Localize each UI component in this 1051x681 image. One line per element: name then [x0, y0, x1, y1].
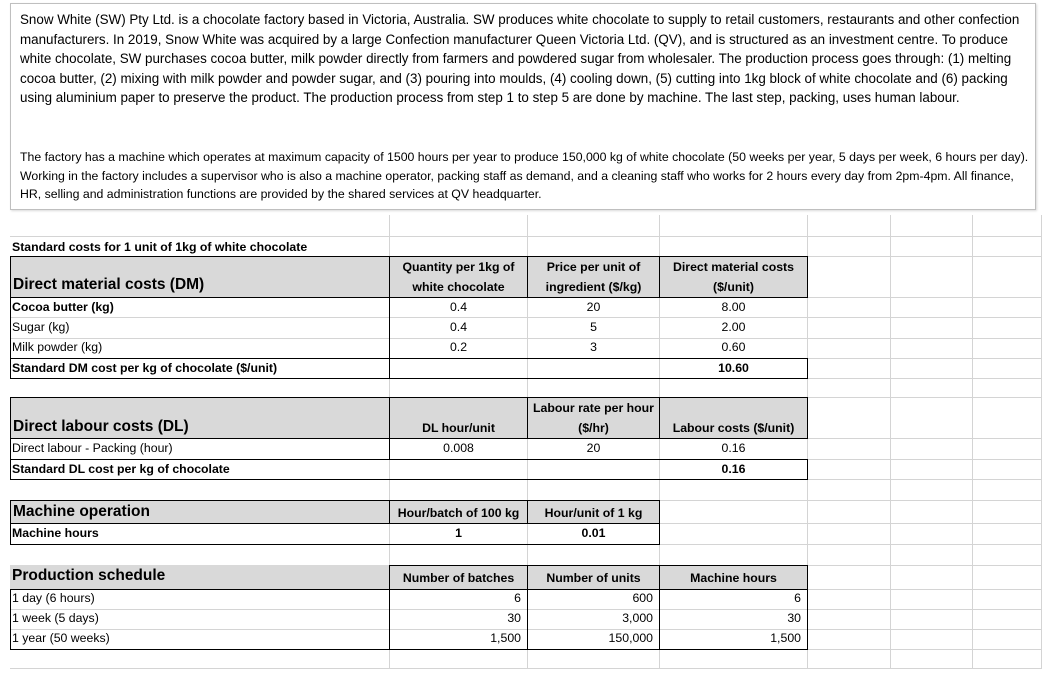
schedule-row-hours[interactable]: 1,500	[770, 631, 801, 645]
schedule-row-units[interactable]: 3,000	[622, 611, 653, 625]
machine-header-batch: Hour/batch of 100 kg	[397, 506, 520, 520]
dm-row-qty[interactable]: 0.4	[449, 320, 468, 334]
schedule-row-units[interactable]: 600	[632, 591, 653, 605]
dl-total-value[interactable]: 0.16	[721, 462, 746, 476]
dl-total-label[interactable]: Standard DL cost per kg of chocolate	[12, 462, 230, 476]
dl-header-cost: Labour costs ($/unit)	[672, 421, 795, 435]
dm-title-cell[interactable]	[10, 256, 390, 298]
machine-title-cell[interactable]	[10, 500, 390, 524]
dm-row-qty[interactable]: 0.4	[449, 300, 468, 314]
dm-row-label[interactable]: Milk powder (kg)	[12, 340, 103, 354]
dm-row-price[interactable]: 20	[586, 300, 601, 314]
machine-title: Machine operation	[13, 503, 150, 520]
schedule-title: Production schedule	[12, 567, 166, 584]
dm-header-cost[interactable]: Direct material costs ($/unit)	[659, 256, 808, 298]
dm-total-label[interactable]: Standard DM cost per kg of chocolate ($/unit)	[12, 361, 278, 375]
dl-header-hours: DL hour/unit	[422, 421, 495, 435]
schedule-row-label[interactable]: 1 year (50 weeks)	[12, 631, 110, 645]
dm-row-cost[interactable]: 2.00	[721, 320, 746, 334]
standard-costs-title: Standard costs for 1 unit of 1kg of white chocolate	[12, 240, 308, 254]
dl-header-rate[interactable]: Labour rate per hour ($/hr)	[527, 397, 660, 439]
schedule-header-hours-cell[interactable]	[659, 565, 808, 590]
dl-row-cost[interactable]: 0.16	[721, 441, 746, 455]
dm-row-qty[interactable]: 0.2	[449, 340, 468, 354]
schedule-row-hours[interactable]: 30	[787, 611, 801, 625]
schedule-row-batches[interactable]: 1,500	[490, 631, 521, 645]
machine-hours-per-batch[interactable]: 1	[455, 526, 462, 540]
dl-header-cost-cell[interactable]	[659, 397, 808, 439]
schedule-row-hours[interactable]: 6	[794, 591, 801, 605]
dm-row-cost[interactable]: 8.00	[721, 300, 746, 314]
machine-header-batch-cell[interactable]	[389, 500, 528, 524]
schedule-header-units-cell[interactable]	[527, 565, 660, 590]
intro-paragraph-2: The factory has a machine which operates at maximum capacity of 1500 hours per year to produce 150,000 kg of white chocolate (50 weeks per year, 5 days per week, 6 hours per day). Working in the factory includes a supervisor who is also a machine operator, packing staff as demand, and a cleaning staff who works for 2 hours every day from 2pm-4pm. All finance, HR, selling and administration functions are provided by the shared services at QV headquarter.	[20, 150, 1029, 202]
dl-title-cell[interactable]	[10, 397, 390, 439]
schedule-title-cell[interactable]	[10, 565, 390, 590]
dm-total-value[interactable]: 10.60	[718, 361, 749, 375]
schedule-row-batches[interactable]: 30	[507, 611, 521, 625]
dl-row-label[interactable]: Direct labour - Packing (hour)	[12, 441, 173, 455]
schedule-header-batches-cell[interactable]	[389, 565, 528, 590]
dm-header-quantity[interactable]: Quantity per 1kg of white chocolate	[389, 256, 528, 298]
machine-header-unit: Hour/unit of 1 kg	[544, 506, 643, 520]
machine-row-label[interactable]: Machine hours	[12, 526, 99, 540]
intro-paragraph-1: Snow White (SW) Pty Ltd. is a chocolate factory based in Victoria, Australia. SW produces white chocolate to supply to retail customers, restaurants and other confection manufacturers. In 2019, Snow White was acquired by a large Confection manufacturer Queen Victoria Ltd. (QV), and is structured as an investment centre. To produce white chocolate, SW purchases cocoa butter, milk powder directly from farmers and powdered sugar from wholesaler. The production process goes through: (1) melting cocoa butter, (2) mixing with milk powder and powder sugar, and (3) pouring into moulds, (4) cooling down, (5) cutting into 1kg block of white chocolate and (6) packing using aluminium paper to preserve the product. The production process from step 1 to step 5 are done by machine. The last step, packing, uses human labour.	[20, 12, 1020, 106]
schedule-row-units[interactable]: 150,000	[608, 631, 653, 645]
schedule-row-label[interactable]: 1 day (6 hours)	[12, 591, 95, 605]
dl-row-rate[interactable]: 20	[586, 441, 601, 455]
machine-header-unit-cell[interactable]	[527, 500, 660, 524]
dl-header-hours-cell[interactable]	[389, 397, 528, 439]
intro-text-box	[10, 3, 1036, 210]
dl-row-hours[interactable]: 0.008	[443, 441, 474, 455]
dm-row-price[interactable]: 5	[590, 320, 597, 334]
schedule-row-label[interactable]: 1 week (5 days)	[12, 611, 99, 625]
dm-title: Direct material costs (DM)	[13, 276, 205, 293]
machine-hours-per-unit[interactable]: 0.01	[581, 526, 606, 540]
dl-title: Direct labour costs (DL)	[13, 418, 189, 435]
schedule-header-batches: Number of batches	[402, 571, 515, 585]
dm-header-price[interactable]: Price per unit of ingredient ($/kg)	[527, 256, 660, 298]
dm-row-cost[interactable]: 0.60	[721, 340, 746, 354]
dm-row-label[interactable]: Cocoa butter (kg)	[12, 300, 114, 314]
schedule-header-hours: Machine hours	[690, 571, 777, 585]
schedule-header-units: Number of units	[546, 571, 641, 585]
schedule-row-batches[interactable]: 6	[514, 591, 521, 605]
dm-row-label[interactable]: Sugar (kg)	[12, 320, 70, 334]
dm-row-price[interactable]: 3	[590, 340, 597, 354]
